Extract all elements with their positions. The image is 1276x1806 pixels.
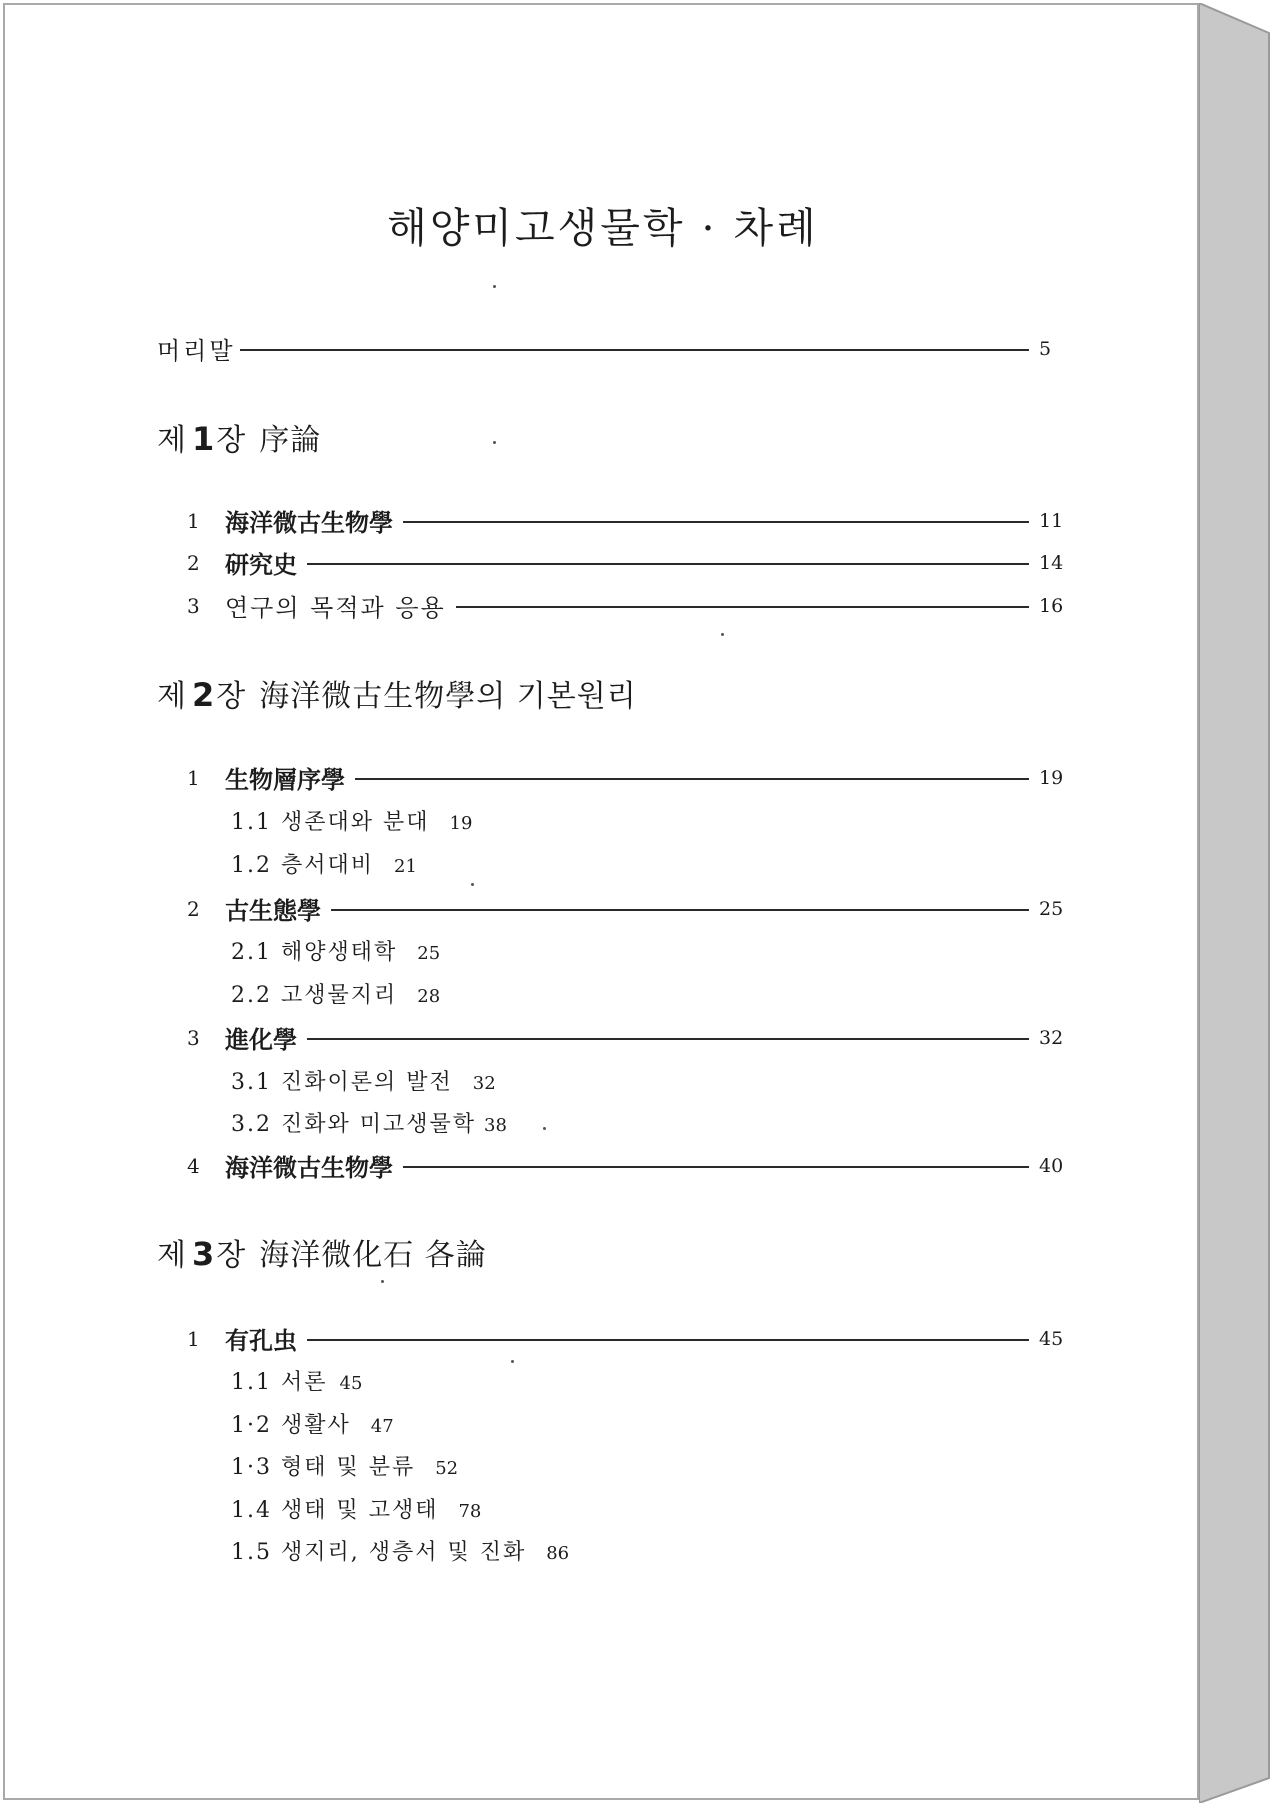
chapter-number: 2 <box>191 676 215 714</box>
dot-leader <box>403 521 1029 523</box>
entry-page: 45 <box>1039 1327 1064 1350</box>
entry-page: 14 <box>1039 551 1064 574</box>
scan-speck <box>471 883 474 886</box>
subentry-title: 1·2 생활사 <box>231 1413 351 1438</box>
chapter-label: 제 <box>157 423 186 458</box>
subentry-page: 19 <box>449 813 473 834</box>
toc-subentry <box>231 1365 362 1396</box>
subentry-page: 47 <box>370 1416 394 1437</box>
chapter-title: 海洋微化石 各論 <box>259 1238 487 1273</box>
entry-title: 研究史 <box>225 551 297 579</box>
subentry-title: 1.1 서론 <box>231 1370 328 1395</box>
entry-page: 16 <box>1039 594 1064 617</box>
entry-title: 有孔虫 <box>225 1327 297 1355</box>
scan-speck <box>381 1280 384 1283</box>
subentry-page: 25 <box>417 943 441 964</box>
chapter-suffix: 장 <box>216 679 246 714</box>
toc-subentry <box>231 1107 507 1138</box>
subentry-page: 45 <box>339 1373 363 1394</box>
toc-entry <box>187 1020 1069 1055</box>
toc-entry <box>187 503 1069 538</box>
subentry-title: 1.4 생태 및 고생태 <box>231 1498 439 1523</box>
entry-title: 머리말 <box>157 337 236 365</box>
toc-subentry <box>231 1450 458 1481</box>
toc-subentry <box>231 1493 481 1524</box>
entry-page: 32 <box>1039 1026 1064 1049</box>
toc-subentry <box>231 848 417 879</box>
dot-leader <box>331 909 1029 911</box>
toc-entry <box>187 1321 1069 1356</box>
toc-entry <box>187 891 1069 926</box>
chapter-number: 1 <box>191 420 215 458</box>
entry-page: 11 <box>1039 509 1064 532</box>
toc-entry <box>187 588 1069 623</box>
scan-speck <box>493 441 496 444</box>
dot-leader <box>456 606 1029 608</box>
subentry-title: 2.1 해양생태학 <box>231 940 398 965</box>
subentry-page: 86 <box>546 1543 570 1564</box>
toc-entry-preface <box>157 331 1069 366</box>
entry-title: 연구의 목적과 응용 <box>225 594 446 622</box>
toc-subentry <box>231 805 472 836</box>
dot-leader <box>355 778 1029 780</box>
scan-speck <box>493 285 496 288</box>
toc-entry <box>187 545 1069 580</box>
chapter-suffix: 장 <box>216 1238 246 1273</box>
toc-page <box>3 3 1199 1800</box>
subentry-title: 1·3 형태 및 분류 <box>231 1455 416 1480</box>
scan-speck <box>721 633 724 636</box>
subentry-page: 52 <box>435 1458 459 1479</box>
entry-number: 1 <box>187 1326 200 1351</box>
chapter-number: 3 <box>191 1235 215 1273</box>
entry-number: 2 <box>187 550 200 575</box>
toc-subentry <box>231 1065 496 1096</box>
dot-leader <box>307 1038 1029 1040</box>
chapter-label: 제 <box>157 679 186 714</box>
entry-page: 25 <box>1039 897 1064 920</box>
entry-title: 海洋微古生物學 <box>225 509 393 537</box>
entry-page: 19 <box>1039 766 1064 789</box>
entry-number: 3 <box>187 593 200 618</box>
chapter-title: 序論 <box>259 423 322 458</box>
book-spine <box>1199 3 1276 1803</box>
subentry-title: 1.5 생지리, 생층서 및 진화 <box>231 1540 527 1565</box>
entry-page: 5 <box>1039 337 1052 360</box>
entry-title: 古生態學 <box>225 897 321 925</box>
chapter-label: 제 <box>157 1238 186 1273</box>
dot-leader <box>403 1166 1029 1168</box>
toc-subentry <box>231 1408 394 1439</box>
subentry-title: 2.2 고생물지리 <box>231 983 398 1008</box>
subentry-title: 1.2 층서대비 <box>231 853 374 878</box>
chapter-heading <box>157 415 321 459</box>
page-title: 해양미고생물학 · 차례 <box>387 204 819 252</box>
entry-title: 海洋微古生物學 <box>225 1154 393 1182</box>
subentry-page: 32 <box>472 1073 496 1094</box>
subentry-page: 21 <box>394 856 417 877</box>
entry-page: 40 <box>1039 1154 1064 1177</box>
entry-number: 2 <box>187 896 200 921</box>
chapter-heading <box>157 671 637 715</box>
toc-subentry <box>231 1535 569 1566</box>
subentry-page: 78 <box>458 1501 482 1522</box>
subentry-title: 3.1 진화이론의 발전 <box>231 1070 453 1095</box>
toc-subentry <box>231 935 440 966</box>
scan-speck <box>511 1360 514 1363</box>
dot-leader <box>240 349 1029 351</box>
scan-speck <box>543 1127 546 1130</box>
entry-number: 4 <box>187 1153 200 1178</box>
toc-entry <box>187 760 1069 795</box>
entry-title: 生物層序學 <box>225 766 345 794</box>
toc-entry <box>187 1148 1069 1183</box>
chapter-heading <box>157 1230 487 1274</box>
chapter-suffix: 장 <box>216 423 246 458</box>
subentry-title: 1.1 생존대와 분대 <box>231 810 430 835</box>
subentry-page: 38 <box>484 1115 507 1136</box>
dot-leader <box>307 563 1029 565</box>
entry-number: 1 <box>187 508 200 533</box>
subentry-title: 3.2 진화와 미고생물학 <box>231 1112 476 1137</box>
entry-number: 1 <box>187 765 200 790</box>
toc-subentry <box>231 978 440 1009</box>
subentry-page: 28 <box>417 986 441 1007</box>
entry-title: 進化學 <box>225 1026 297 1054</box>
dot-leader <box>307 1339 1029 1341</box>
entry-number: 3 <box>187 1025 200 1050</box>
chapter-title: 海洋微古生物學의 기본원리 <box>259 679 637 714</box>
